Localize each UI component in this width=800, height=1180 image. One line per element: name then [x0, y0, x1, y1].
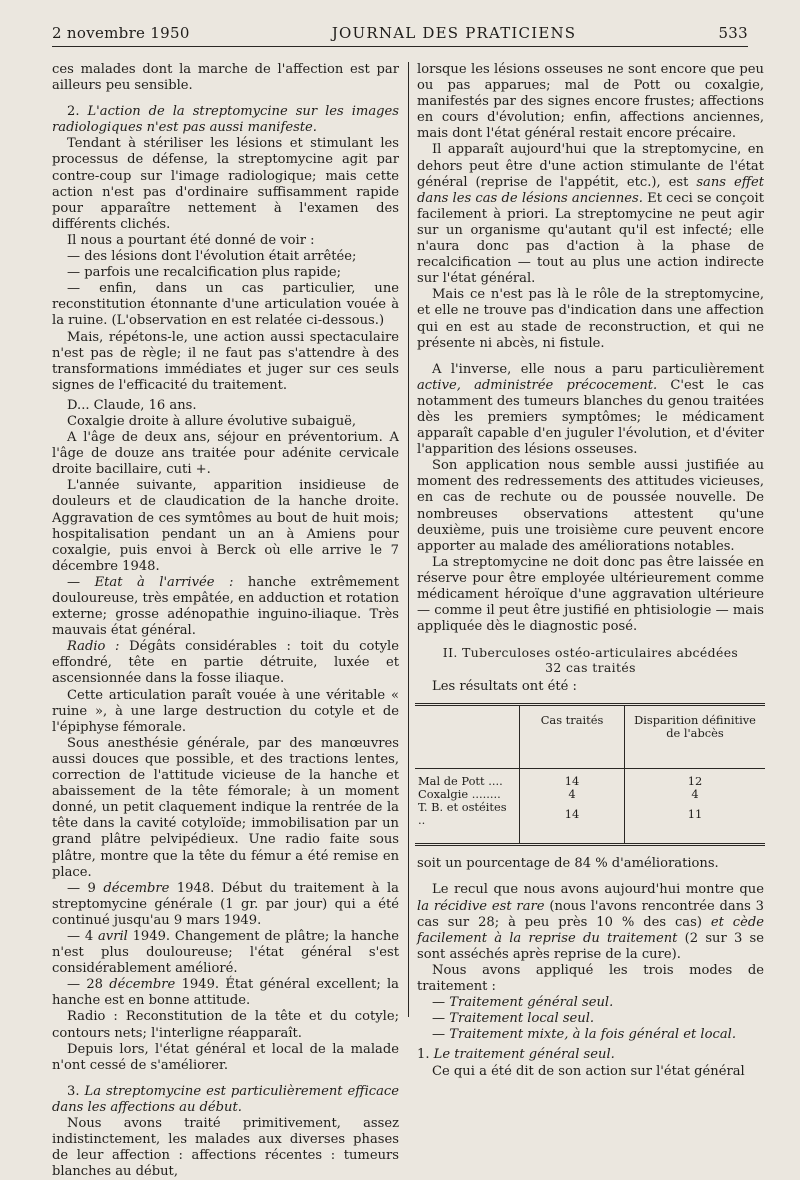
section-heading-ii: II. Tuberculoses ostéo-articulaires abcédées: [442, 645, 739, 661]
page-number: 533: [718, 24, 748, 42]
table-row: [415, 769, 765, 789]
observation-diagnosis: Coxalgie droite à allure évolutive subaiguë,: [67, 413, 357, 429]
row-cases: 4: [520, 788, 625, 801]
list-item: — des lésions dont l'évolution était arrêtée;: [67, 249, 357, 265]
treatment-mode: — Traitement général seul.: [432, 995, 614, 1011]
treatment-mode: — Traitement mixte, à la fois général et local.: [432, 1027, 736, 1043]
row-label: Mal de Pott ....: [418, 774, 503, 789]
section-heading-2: 2. L'action de la streptomycine sur les images radiologiques n'est pas aussi manifeste.: [52, 104, 399, 136]
row-healed: 12: [625, 769, 766, 789]
paragraph: A l'inverse, elle nous a paru particulièrement active, administrée précocement. C'est le cas notamment des tumeurs blanches du genou traitées dès les premiers symptômes; le médicament apparaît capable d'en juguler l'évolution, et d'éviter l'apparition des lésions osseuses.: [417, 361, 764, 458]
paragraph: lorsque les lésions osseuses ne sont encore que peu ou pas apparues; mal de Pott ou coxalgie, manifestés par des signes encore frustes; affections en cours d'évolution; enfin, affections anciennes, mais dont l'état général restait encore précaire.: [417, 62, 764, 142]
paragraph: Le recul que nous avons aujourd'hui montre que la récidive est rare (nous l'avons rencontrée dans 3 cas sur 28; à peu près 10 % des cas) et cède facilement à la reprise du traitement (2 sur 3 se sont asséchés après reprise de la cure).: [417, 882, 765, 962]
row-label: Coxalgie ........: [418, 787, 501, 802]
paragraph: Nous avons traité primitivement, assez indistinctement, les malades aux diverses phases de leur affection : affections récentes : tumeurs blanches au début,: [52, 1116, 399, 1180]
observation-text: — Etat à l'arrivée : hanche extrêmement douloureuse, très empâtée, en adduction et rotation externe; grosse adénopathie inguino-iliaque. Très mauvais état général.: [52, 574, 399, 639]
right-column: [417, 62, 765, 1079]
table-header-healed: Disparition définitive de l'abcès: [625, 705, 766, 769]
subsection-heading-1: 1. Le traitement général seul.: [417, 1047, 615, 1063]
observation-text: — 9 décembre 1948. Début du traitement à la streptomycine générale (1 gr. par jour) qui a été continué jusqu'au 9 mars 1949.: [52, 880, 399, 928]
table-header-row: [415, 705, 765, 769]
section-subheading: 32 cas traités: [545, 660, 636, 676]
section-heading-3: 3. La streptomycine est particulièrement efficace dans les affections au début.: [52, 1083, 399, 1115]
results-intro: Les résultats ont été :: [432, 679, 577, 695]
page-header: [52, 24, 748, 46]
issue-date: 2 novembre 1950: [52, 24, 190, 42]
list-item: — parfois une recalcification plus rapide;: [67, 265, 341, 281]
row-cases: 14: [520, 769, 625, 789]
paragraph: ces malades dont la marche de l'affection est par ailleurs peu sensible.: [52, 62, 399, 94]
paragraph: Il apparaît aujourd'hui que la streptomycine, en dehors peut être d'une action stimulante de l'état général (reprise de l'appétit, etc.), est sans effet dans les cas de lésions anciennes. Et ceci se conçoit facilement à priori. La streptomycine ne peut agir sur un organisme qu'autant qu'il est infecté; elle n'aura donc pas d'action à la phase de recalcification — tout au plus une action indirecte sur l'état général.: [417, 142, 764, 287]
row-label: T. B. et ostéites ..: [418, 800, 507, 828]
table-header-blank: [415, 705, 520, 769]
table-header-cases: Cas traités: [520, 705, 625, 769]
observation-text: L'année suivante, apparition insidieuse de douleurs et de claudication de la hanche droite. Aggravation de ces symtômes au bout de huit mois; hospitalisation pendant un an à Amiens pour coxalgie, puis envoi à Berck où elle arrive le 7 décembre 1948.: [52, 478, 399, 574]
observation-text: Depuis lors, l'état général et local de la malade n'ont cessé de s'améliorer.: [52, 1041, 399, 1073]
left-column: [52, 62, 400, 1180]
row-healed: 4: [625, 788, 766, 801]
paragraph: La streptomycine ne doit donc pas être laissée en réserve pour être employée ultérieurement comme médicament héroïque d'une aggravation ultérieure — comme il peut être justifié en phtisiologie — mais appliquée dès le diagnostic posé.: [417, 554, 764, 635]
observation-patient: D... Claude, 16 ans.: [67, 397, 197, 413]
table-row: [415, 801, 765, 845]
paragraph: Tendant à stériliser les lésions et stimulant les processus de défense, la streptomycine agit par contre-coup sur l'image radiologique; mais cette action n'est pas d'ordinaire suffisamment rapide pour apparaître nettement à l'examen des différents clichés.: [52, 136, 399, 232]
paragraph: Mais ce n'est pas là le rôle de la streptomycine, et elle ne trouve pas d'indication dans une affection qui en est au stade de reconstruction, et qui ne présente ni abcès, ni fistule.: [417, 287, 764, 351]
treatment-mode: — Traitement local seul.: [432, 1011, 595, 1027]
paragraph: Son application nous semble aussi justifiée au moment des redressements des attitudes vicieuses, en cas de rechute ou de poussée nouvelle. De nombreuses observations attestent qu'une deuxième, puis une troisième cure peuvent encore apporter au malade des améliorations notables.: [417, 458, 764, 554]
observation-text: — 4 avril 1949. Changement de plâtre; la hanche n'est plus douloureuse; l'état général s'est considérablement amélioré.: [52, 928, 400, 977]
observation-text: A l'âge de deux ans, séjour en préventorium. A l'âge de douze ans traitée pour adénite cervicale droite bacillaire, cuti +.: [52, 430, 399, 478]
paragraph: Mais, répétons-le, une action aussi spectaculaire n'est pas de règle; il ne faut pas s'attendre à des transformations immédiates et juger sur ces seuls signes de l'efficacité du traitement.: [52, 329, 399, 393]
results-table: [415, 703, 765, 846]
observation-text: Radio : Dégâts considérables : toit du cotyle effondré, tête en partie détruite, luxée et ascensionnée dans la fosse iliaque.: [52, 639, 399, 687]
list-item: — enfin, dans un cas particulier, une reconstitution étonnante d'une articulation vouée à la ruine. (L'observation en est relatée ci-dessous.): [52, 281, 399, 329]
header-rule: [52, 46, 748, 47]
column-divider: [408, 62, 409, 1017]
observation-text: Radio : Reconstitution de la tête et du cotyle; contours nets; l'interligne réapparaît.: [52, 1009, 399, 1041]
observation-text: Sous anesthésie générale, par des manœuvres aussi douces que possible, et des tractions lentes, correction de l'attitude vicieuse de la hanche et abaissement de la tête fémorale; à un moment donné, un petit claquement indique la rentrée de la tête dans la cavité cotyloïde; immobilisation par un grand plâtre pelvipédieux. Une radio faite sous plâtre, montre que la tête du fémur a été remise en place.: [52, 735, 399, 880]
paragraph: Nous avons appliqué les trois modes de traitement :: [417, 962, 764, 995]
percentage-line: soit un pourcentage de 84 % d'améliorations.: [417, 856, 719, 872]
paragraph: Ce qui a été dit de son action sur l'état général: [432, 1063, 745, 1079]
row-cases: 14: [520, 801, 625, 845]
row-healed: 11: [625, 801, 766, 845]
observation-text: Cette articulation paraît vouée à une véritable « ruine », à une large destruction du cotyle et de l'épiphyse fémorale.: [52, 687, 399, 735]
paragraph: Il nous a pourtant été donné de voir :: [67, 232, 315, 248]
journal-title: JOURNAL DES PRATICIENS: [331, 24, 577, 42]
observation-text: — 28 décembre 1949. État général excellent; la hanche est en bonne attitude.: [52, 977, 399, 1009]
